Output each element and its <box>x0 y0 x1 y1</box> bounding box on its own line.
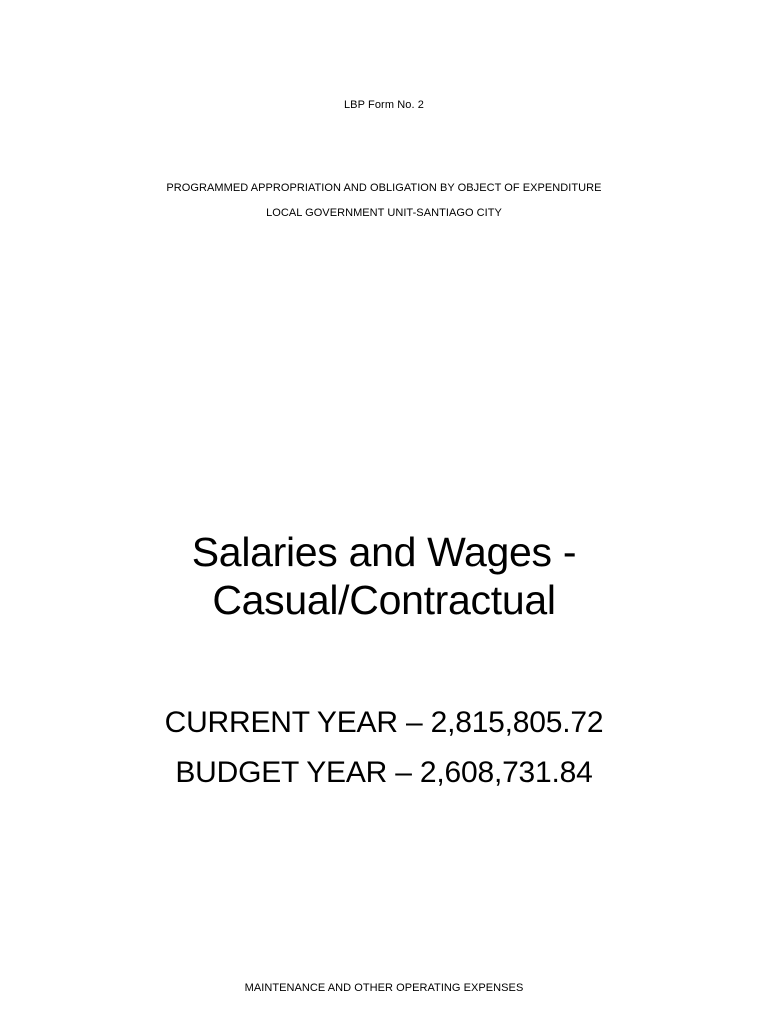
section-title-line-2: Casual/Contractual <box>212 577 556 623</box>
budget-year-amount: BUDGET YEAR – 2,608,731.84 <box>175 756 593 789</box>
form-number: LBP Form No. 2 <box>343 99 425 111</box>
lgu-heading: LOCAL GOVERNMENT UNIT-SANTIAGO CITY <box>266 207 502 219</box>
document-heading: PROGRAMMED APPROPRIATION AND OBLIGATION BY OBJECT OF EXPENDITURE <box>166 182 602 194</box>
section-title-line-1: Salaries and Wages - <box>191 529 577 575</box>
current-year-amount: CURRENT YEAR – 2,815,805.72 <box>164 706 604 739</box>
section-title <box>0 528 768 624</box>
next-section-heading: MAINTENANCE AND OTHER OPERATING EXPENSES <box>244 982 524 994</box>
